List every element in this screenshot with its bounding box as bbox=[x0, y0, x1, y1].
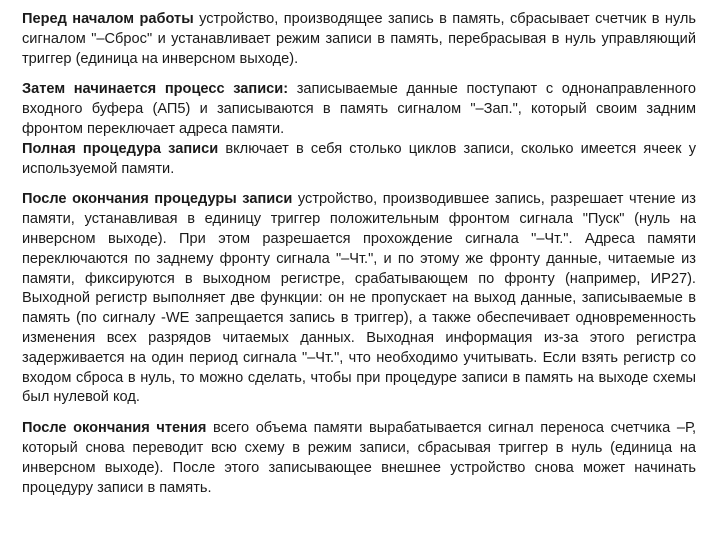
paragraph-after-read bbox=[22, 419, 696, 498]
paragraph-text: включает в себя столько циклов записи, сколько имеется ячеек у используемой памяти. bbox=[22, 140, 696, 177]
paragraph-lead: Перед началом работы bbox=[22, 11, 194, 27]
paragraph-lead: После окончания чтения bbox=[22, 420, 207, 437]
paragraph-lead: Затем начинается процесс записи: bbox=[22, 81, 289, 98]
paragraph-text: всего объема памяти вырабатывается сигнал переноса счетчика –Р, который снова переводит всю схему в режим записи, сбрасывая триггер в нуль (единица на инверсном выходе). После этого записывающее внешнее устройство снова может начинать процедуру записи в память. bbox=[22, 420, 696, 496]
paragraph-text: устройство, производящее запись в память, сбрасывает счетчик в нуль сигналом "–Сброс" и устанавливает режим записи в память, перебрасывая в нуль управляющий триггер (единица на инверсном выходе). bbox=[22, 11, 696, 67]
document-page bbox=[22, 10, 696, 498]
paragraph-lead: Полная процедура записи bbox=[22, 140, 219, 157]
paragraph-after-write bbox=[22, 190, 696, 408]
paragraph-text: записываемые данные поступают с однонаправленного входного буфера (АП5) и записываются в память сигналом "–Зап.", который своим задним фронтом переключает адреса памяти. bbox=[22, 81, 696, 137]
paragraph-lead: После окончания процедуры записи bbox=[22, 191, 293, 208]
paragraph-before-start bbox=[22, 10, 696, 69]
paragraph-write-process bbox=[22, 80, 696, 139]
paragraph-full-write bbox=[22, 140, 696, 180]
paragraph-text: устройство, производившее запись, разрешает чтение из памяти, устанавливая в единицу триггер положительным фронтом сигнала "Пуск" (нуль на инверсном выходе). При этом разрешается прохождение сигнала "–Чт.". Адреса памяти переключаются по заднему фронту сигнала "–Чт.", и по этому же фронту данные, читаемые из памяти, фиксируются в выходном регистре, срабатывающем по фронту (например, ИР27). Выходной регистр выполняет две функции: он не пропускает на выход данные, записываемые в память (по сигналу -WE запрещается запись в триггер), а также обеспечивает одновременность изменения всех разрядов читаемых данных. Выходная информация из-за этого регистра задерживается на один период сигнала "–Чт.", что необходимо учитывать. Если взять регистр со входом сброса в нуль, то можно сделать, чтобы при процедуре записи в память на выходе схемы был нулевой код. bbox=[22, 191, 696, 406]
